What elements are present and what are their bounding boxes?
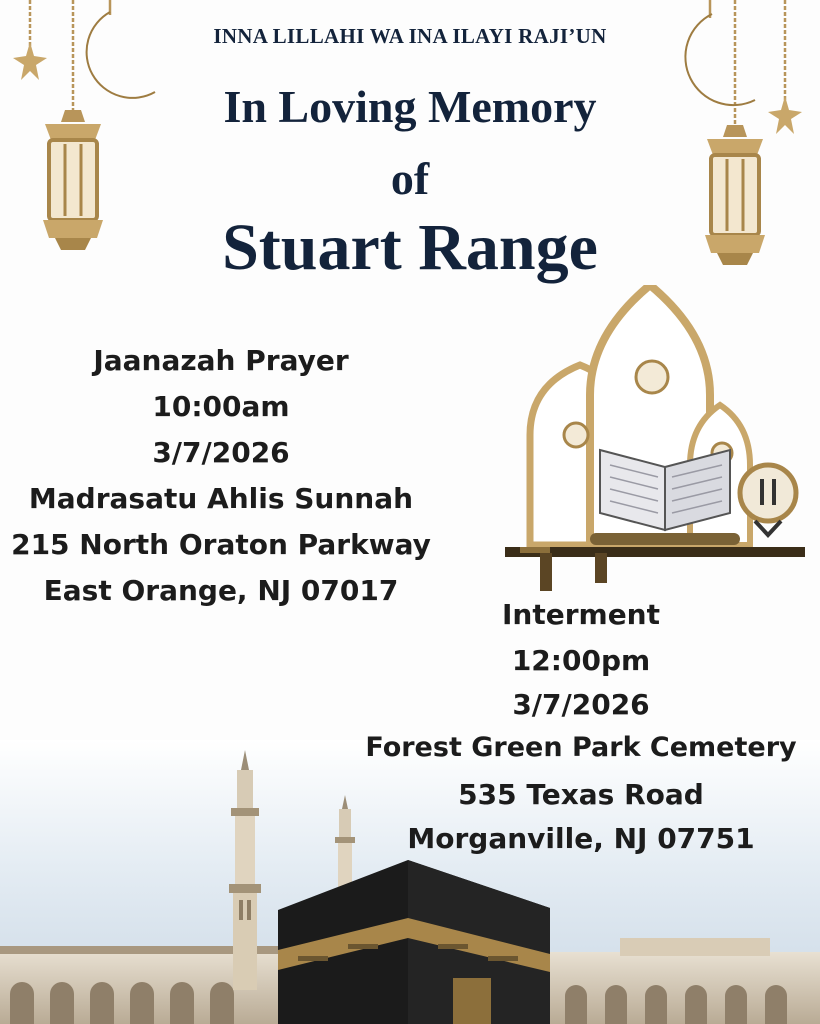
interment-date: 3/7/2026 xyxy=(512,688,650,721)
dua-heading: INNA LILLAHI WA INA ILAYI RAJI’UN xyxy=(213,24,607,48)
prayer-time: 10:00am xyxy=(152,390,290,423)
prayer-heading: Jaanazah Prayer xyxy=(93,344,349,377)
prayer-venue: Madrasatu Ahlis Sunnah xyxy=(28,482,414,515)
minaret-icon xyxy=(215,750,275,990)
deceased-name: Stuart Range xyxy=(222,211,598,284)
prayer-date: 3/7/2026 xyxy=(152,436,290,469)
interment-venue: Forest Green Park Cemetery xyxy=(365,732,797,763)
interment-city: Morganville, NJ 07751 xyxy=(407,822,755,855)
interment-street: 535 Texas Road xyxy=(458,778,704,811)
kaaba-icon xyxy=(278,858,550,1024)
quran-stand-icon xyxy=(500,285,812,595)
prayer-street: 215 North Oraton Parkway xyxy=(11,528,431,561)
title-line-1: In Loving Memory xyxy=(223,81,597,132)
interment-time: 12:00pm xyxy=(511,644,651,677)
interment-heading: Interment xyxy=(501,598,661,631)
prayer-city: East Orange, NJ 07017 xyxy=(43,574,399,607)
title-line-2: of xyxy=(390,153,430,204)
